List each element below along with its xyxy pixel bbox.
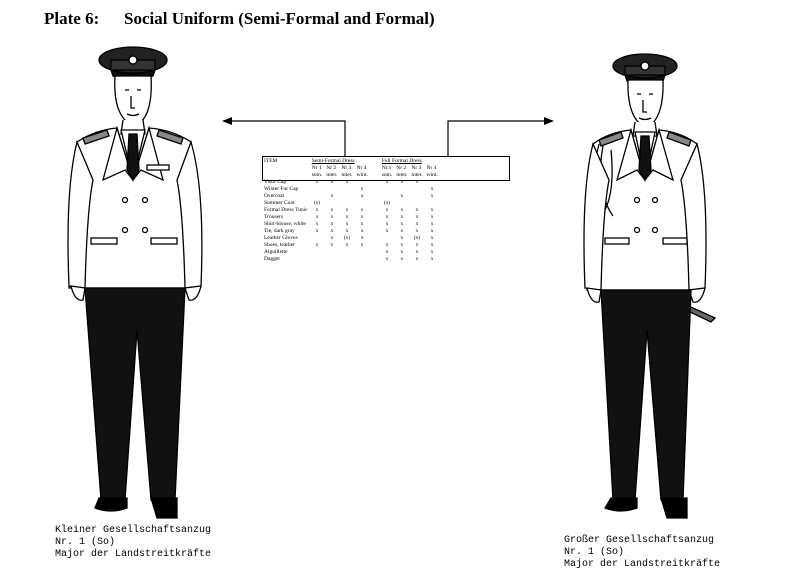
item-mark: x <box>430 235 434 241</box>
item-name: Aiguillette <box>264 249 288 255</box>
item-mark <box>355 200 370 207</box>
item-mark <box>355 249 370 256</box>
item-mark: x <box>360 193 364 199</box>
item-mark: x <box>360 207 364 213</box>
item-mark <box>409 193 424 200</box>
item-mark <box>324 249 339 256</box>
table-row <box>262 249 440 256</box>
item-mark <box>324 200 339 207</box>
item-mark: x <box>400 179 404 185</box>
group-header-semi-formal: Semi-Formal Dress <box>311 158 355 164</box>
item-mark <box>310 235 325 242</box>
item-mark: x <box>400 256 404 262</box>
col-header: Nr 4 <box>356 165 367 171</box>
item-mark <box>355 256 370 263</box>
item-mark: x <box>360 221 364 227</box>
item-mark: x <box>400 214 404 220</box>
item-mark: x <box>400 249 404 255</box>
table-row <box>262 186 440 193</box>
item-mark: x <box>385 249 389 255</box>
plate-number: Plate 6: <box>44 9 100 28</box>
col-header: Nr 3 <box>411 165 422 171</box>
item-mark <box>409 200 424 207</box>
item-name: Formal Dress Tunic <box>264 207 308 213</box>
item-name: Winter Fur Cap <box>264 186 299 192</box>
item-mark: x <box>315 242 319 248</box>
item-name: Tie, dark gray <box>264 228 295 234</box>
item-mark <box>409 186 424 193</box>
table-body <box>262 179 440 263</box>
item-mark: x <box>330 235 334 241</box>
item-mark <box>324 186 339 193</box>
item-mark: x <box>345 179 349 185</box>
item-mark: x <box>315 228 319 234</box>
item-mark <box>425 200 440 207</box>
item-mark: x <box>330 228 334 234</box>
item-mark: x <box>360 228 364 234</box>
item-mark: x <box>385 242 389 248</box>
item-mark: x <box>430 242 434 248</box>
item-mark: x <box>415 228 419 234</box>
plate-heading: Social Uniform (Semi-Formal and Formal) <box>124 9 435 28</box>
uniform-items-table <box>262 158 440 263</box>
col-header: Nr 4 <box>426 165 437 171</box>
item-name: Summer Coat <box>264 200 295 206</box>
item-mark <box>394 186 409 193</box>
item-name: Visor Cap <box>264 179 287 185</box>
item-name: Leather Gloves <box>264 235 298 241</box>
caption-left <box>55 525 211 561</box>
col-subheader: wint. <box>426 172 438 178</box>
item-mark <box>370 193 395 200</box>
item-mark: x <box>315 221 319 227</box>
col-subheader: inter. <box>396 172 408 178</box>
item-mark: x <box>430 207 434 213</box>
table-row <box>262 228 440 235</box>
item-mark: x <box>385 221 389 227</box>
item-mark: x <box>430 256 434 262</box>
item-name: Trousers <box>264 214 284 220</box>
caption-line: Kleiner Gesellschaftsanzug <box>55 525 212 536</box>
col-header: Nr 1 <box>311 165 322 171</box>
item-mark: x <box>430 228 434 234</box>
item-mark <box>425 179 440 186</box>
item-mark <box>310 249 325 256</box>
item-mark: x <box>345 214 349 220</box>
caption-right <box>564 535 720 571</box>
item-mark: x <box>315 207 319 213</box>
item-mark <box>310 256 325 263</box>
item-mark: x <box>330 221 334 227</box>
item-mark <box>370 235 395 242</box>
item-mark: x <box>330 207 334 213</box>
item-mark <box>339 256 354 263</box>
col-subheader: wint. <box>356 172 368 178</box>
item-mark: (x) <box>413 235 421 241</box>
col-header: Nr 3 <box>341 165 352 171</box>
item-name: Overcoat <box>264 193 285 199</box>
table-row <box>262 242 440 249</box>
item-mark: x <box>330 214 334 220</box>
table-row <box>262 221 440 228</box>
item-mark: x <box>400 207 404 213</box>
item-name: Dagger <box>264 256 281 262</box>
item-mark: x <box>360 242 364 248</box>
item-mark: x <box>385 228 389 234</box>
caption-line: Major der Landstreitkräfte <box>564 559 721 570</box>
item-mark: x <box>400 235 404 241</box>
item-mark: x <box>345 221 349 227</box>
item-mark: x <box>315 214 319 220</box>
table-row <box>262 179 440 186</box>
caption-line: Major der Landstreitkräfte <box>55 549 212 560</box>
item-mark: x <box>385 256 389 262</box>
item-mark <box>339 200 354 207</box>
col-subheader: sum. <box>381 172 393 178</box>
item-mark: x <box>345 242 349 248</box>
item-mark: x <box>430 193 434 199</box>
item-column-header: ITEM <box>264 158 278 164</box>
item-mark: x <box>360 214 364 220</box>
item-mark: x <box>400 228 404 234</box>
item-mark <box>394 200 409 207</box>
col-subheader: sum. <box>311 172 323 178</box>
col-header: Nr 2 <box>396 165 407 171</box>
item-mark: x <box>415 256 419 262</box>
item-mark: x <box>430 221 434 227</box>
item-mark: x <box>400 242 404 248</box>
item-mark <box>355 179 370 186</box>
item-mark: x <box>415 249 419 255</box>
item-mark: (x) <box>383 200 391 206</box>
item-mark: (x) <box>313 200 321 206</box>
item-mark: x <box>360 235 364 241</box>
item-mark: x <box>315 179 319 185</box>
item-mark: x <box>415 179 419 185</box>
item-mark: x <box>385 214 389 220</box>
item-mark: x <box>415 214 419 220</box>
item-name: Shoes, leather <box>264 242 295 248</box>
item-mark <box>339 193 354 200</box>
group-header-full-formal: Full Formal Dress <box>381 158 422 164</box>
item-mark: x <box>345 207 349 213</box>
item-mark: x <box>415 242 419 248</box>
item-mark: x <box>385 179 389 185</box>
item-mark <box>310 186 325 193</box>
caption-line: Nr. 1 (So) <box>564 547 625 558</box>
item-mark <box>339 249 354 256</box>
item-mark: x <box>415 221 419 227</box>
table-row <box>262 235 440 242</box>
table-group-row <box>262 158 440 165</box>
item-mark: x <box>360 186 364 192</box>
item-mark: x <box>430 186 434 192</box>
item-mark: x <box>400 193 404 199</box>
item-mark: x <box>330 193 334 199</box>
table-row <box>262 214 440 221</box>
table-row <box>262 200 440 207</box>
table-row <box>262 193 440 200</box>
item-mark <box>370 186 395 193</box>
col-subheader: inter. <box>411 172 423 178</box>
col-subheader: inter. <box>341 172 353 178</box>
col-subheader: inter. <box>326 172 338 178</box>
item-mark: x <box>330 179 334 185</box>
item-mark: x <box>415 207 419 213</box>
item-mark <box>310 193 325 200</box>
item-mark: x <box>430 249 434 255</box>
item-mark <box>324 256 339 263</box>
item-mark: x <box>400 221 404 227</box>
col-header: Nr 2 <box>326 165 337 171</box>
item-mark: (x) <box>343 235 351 241</box>
table-row <box>262 256 440 263</box>
item-mark: x <box>385 207 389 213</box>
item-mark: x <box>330 242 334 248</box>
caption-line: Nr. 1 (So) <box>55 537 116 548</box>
caption-line: Großer Gesellschaftsanzug <box>564 535 715 546</box>
table-row <box>262 207 440 214</box>
officer-figure-semi-formal <box>55 30 230 535</box>
item-mark: x <box>345 228 349 234</box>
item-mark <box>339 186 354 193</box>
col-header: Nr.1 <box>381 165 392 171</box>
officer-figure-full-formal <box>575 40 740 535</box>
item-name: Shirt-blouse, white <box>264 221 306 227</box>
item-mark: x <box>430 214 434 220</box>
